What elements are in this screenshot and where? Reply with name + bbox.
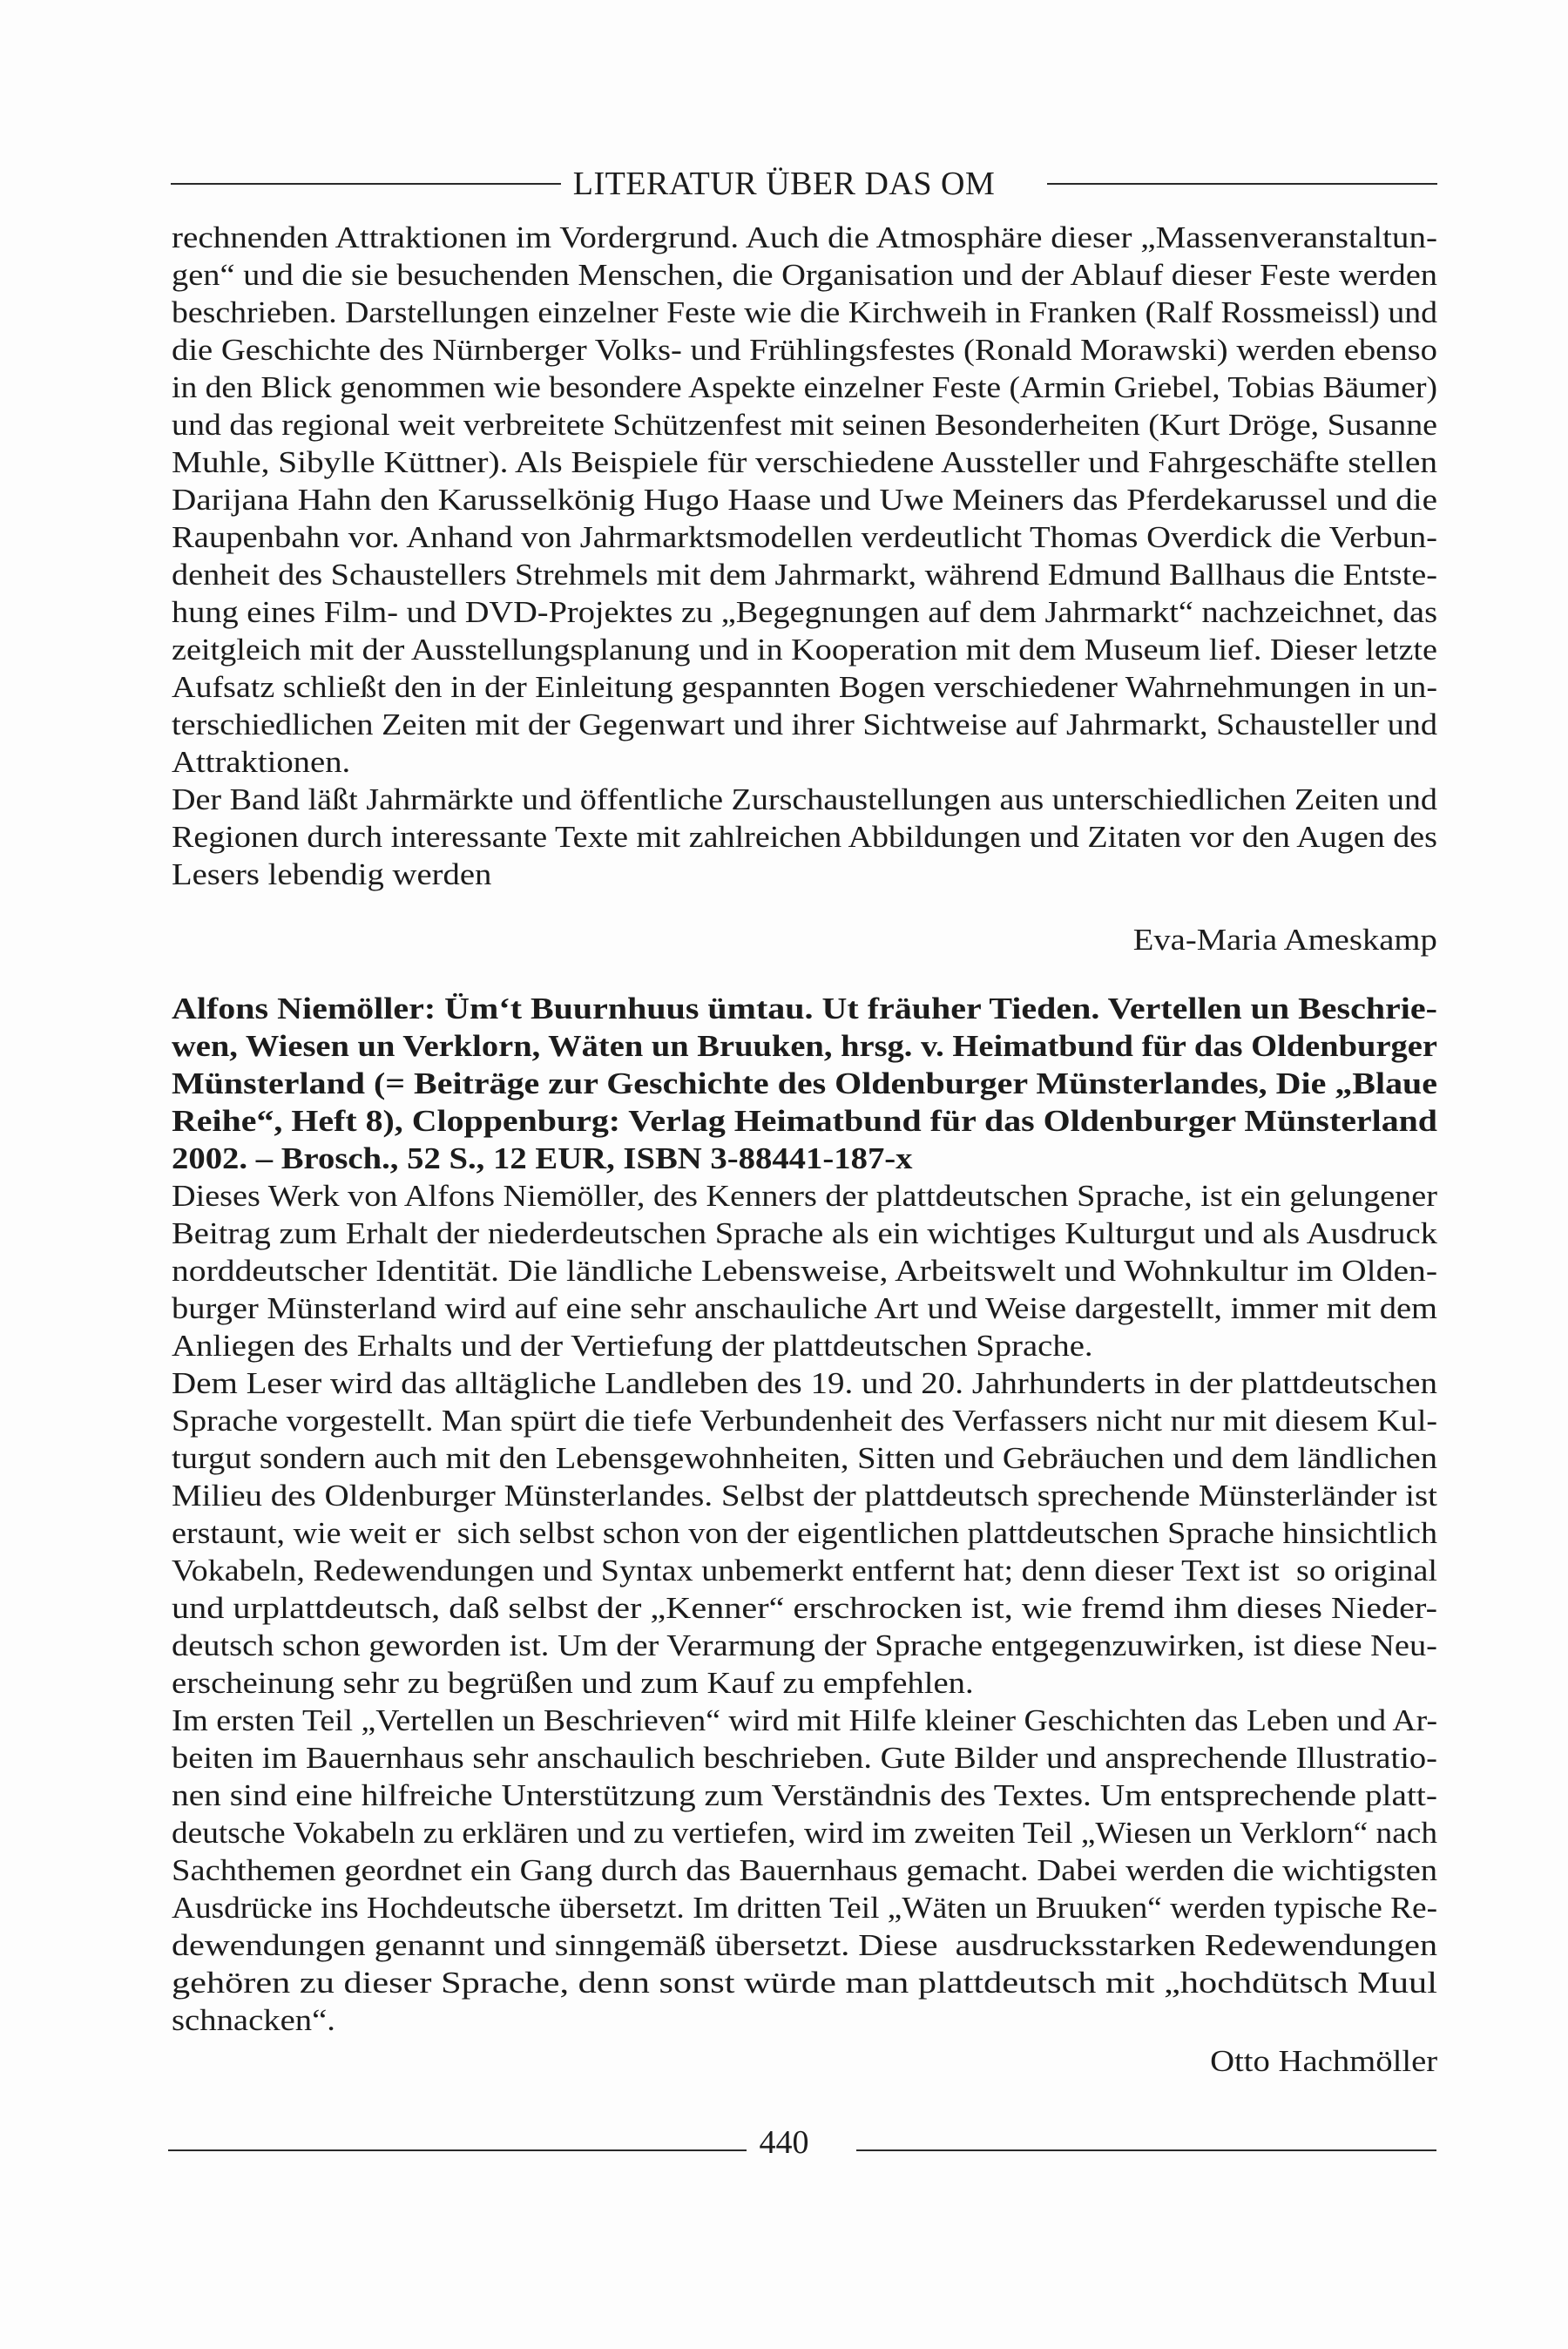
review1-text-line: gen“ und die sie besuchenden Menschen, die Organisation und der Ablauf dieser Feste werden [172,258,1437,292]
review2-text-line: Dem Leser wird das alltägliche Landleben des 19. und 20. Jahrhunderts in der plattdeutschen [172,1366,1438,1400]
review2-text-line: turgut sondern auch mit den Lebensgewohnheiten, Sitten und Gebräuchen und dem ländlichen [172,1441,1437,1475]
header-rule-right [1047,183,1437,185]
review2-text-line: Ausdrücke ins Hochdeutsche übersetzt. Im dritten Teil „Wäten un Bruuken“ werden typische Re- [172,1891,1437,1925]
review1-text-line: in den Blick genommen wie besondere Aspekte einzelner Feste (Armin Griebel, Tobias Bäumer) [172,370,1437,404]
review1-text-line: Darijana Hahn den Karusselkönig Hugo Haase und Uwe Meiners das Pferdekarussel und die [172,483,1438,517]
review2-text-line: burger Münsterland wird auf eine sehr anschauliche Art und Weise dargestellt, immer mit dem [172,1291,1437,1325]
review1-text-line: Regionen durch interessante Texte mit zahlreichen Abbildungen und Zitaten vor den Augen des [172,820,1438,854]
review2-text-line: beiten im Bauernhaus sehr anschaulich beschrieben. Gute Bilder und ansprechende Illustratio- [172,1741,1438,1775]
review1-text-line: Attraktionen. [172,745,351,779]
review2-text-line: schnacken“. [172,2003,335,2037]
review1-text-line: hung eines Film- und DVD-Projektes zu „Begegnungen auf dem Jahrmarkt“ nachzeichnet, das [172,595,1437,629]
review2-bibliographic-heading-line: wen, Wiesen un Verklorn, Wäten un Bruuken, hrsg. v. Heimatbund für das Oldenburger [172,1029,1437,1063]
footer-rule-right [856,2149,1436,2151]
review2-text-line: erscheinung sehr zu begrüßen und zum Kauf zu empfehlen. [172,1666,974,1700]
review2-text-line: und urplattdeutsch, daß selbst der „Kenner“ erschrocken ist, wie fremd ihm dieses Nieder- [172,1591,1437,1625]
review2-signature: Otto Hachmöller [1209,2044,1437,2078]
review2-text-line: Dieses Werk von Alfons Niemöller, des Kenners der plattdeutschen Sprache, ist ein gelungener [172,1179,1438,1213]
review2-text-line: Sprache vorgestellt. Man spürt die tiefe Verbundenheit des Verfassers nicht nur mit diesem Kul- [172,1404,1437,1438]
review2-text-line: gehören zu dieser Sprache, denn sonst würde man plattdeutsch mit „hochdütsch Muul [172,1966,1437,2000]
review1-text-line: Lesers lebendig werden [172,857,492,891]
page-number: 440 [759,2124,809,2161]
review1-text-line: Der Band läßt Jahrmärkte und öffentliche Zurschaustellungen aus unterschiedlichen Zeiten und [172,782,1437,816]
review2-text-line: Anliegen des Erhalts und der Vertiefung der plattdeutschen Sprache. [172,1329,1093,1363]
review1-text-line: und das regional weit verbreitete Schützenfest mit seinen Besonderheiten (Kurt Dröge, Susanne [172,408,1438,442]
review2-text-line: Sachthemen geordnet ein Gang durch das Bauernhaus gemacht. Dabei werden die wichtigsten [172,1853,1437,1887]
review2-text-line: norddeutscher Identität. Die ländliche Lebensweise, Arbeitswelt und Wohnkultur im Olden- [172,1254,1438,1288]
review1-text-line: zeitgleich mit der Ausstellungsplanung und in Kooperation mit dem Museum lief. Dieser letzte [172,633,1437,667]
review2-text-line: Beitrag zum Erhalt der niederdeutschen Sprache als ein wichtiges Kulturgut und als Ausdruck [172,1216,1437,1250]
review2-bibliographic-heading-line: 2002. – Brosch., 52 S., 12 EUR, ISBN 3-88441-187-x [172,1141,913,1175]
review2-text-line: deutsch schon geworden ist. Um der Verarmung der Sprache entgegenzuwirken, ist diese Neu- [172,1628,1437,1662]
review2-bibliographic-heading-line: Reihe“, Heft 8), Cloppenburg: Verlag Heimatbund für das Oldenburger Münsterland [172,1104,1437,1138]
review1-text-line: Aufsatz schließt den in der Einleitung gespannten Bogen verschiedener Wahrnehmungen in un- [172,670,1437,704]
review1-text-line: rechnenden Attraktionen im Vordergrund. Auch die Atmosphäre dieser „Massenveranstaltun- [172,220,1437,254]
review2-text-line: Im ersten Teil „Vertellen un Beschrieven“ wird mit Hilfe kleiner Geschichten das Leben und Ar- [172,1703,1437,1737]
review2-text-line: deutsche Vokabeln zu erklären und zu vertiefen, wird im zweiten Teil „Wiesen un Verklorn“ nach [172,1816,1437,1850]
review1-signature: Eva-Maria Ameskamp [1132,923,1437,957]
review2-text-line: erstaunt, wie weit er sich selbst schon von der eigentlichen plattdeutschen Sprache hinsichtlich [172,1516,1437,1550]
review2-bibliographic-heading-line: Münsterland (= Beiträge zur Geschichte des Oldenburger Münsterlandes, Die „Blaue [172,1066,1437,1100]
review2-bibliographic-heading-line: Alfons Niemöller: Üm‘t Buurnhuus ümtau. Ut fräuher Tieden. Vertellen un Beschrie- [172,992,1437,1026]
review1-text-line: Raupenbahn vor. Anhand von Jahrmarktsmodellen verdeutlicht Thomas Overdick die Verbun- [172,520,1437,554]
review1-text-line: die Geschichte des Nürnberger Volks- und Frühlingsfestes (Ronald Morawski) werden ebenso [172,333,1437,367]
review2-text-line: nen sind eine hilfreiche Unterstützung zum Verständnis des Textes. Um entsprechende platt- [172,1778,1437,1812]
review2-text-line: Milieu des Oldenburger Münsterlandes. Selbst der plattdeutsch sprechende Münsterländer ist [172,1479,1438,1513]
review1-text-line: Muhle, Sibylle Küttner). Als Beispiele für verschiedene Aussteller und Fahrgeschäfte stellen [172,445,1437,479]
review1-text-line: terschiedlichen Zeiten mit der Gegenwart und ihrer Sichtweise auf Jahrmarkt, Schausteller und [172,707,1437,741]
review1-text-line: denheit des Schaustellers Strehmels mit dem Jahrmarkt, während Edmund Ballhaus die Entste- [172,558,1437,592]
review2-text-line: dewendungen genannt und sinngemäß übersetzt. Diese ausdrucksstarken Redewendungen [172,1928,1437,1962]
review2-text-line: Vokabeln, Redewendungen und Syntax unbemerkt entfernt hat; denn dieser Text ist so original [172,1554,1437,1587]
running-title-text: LITERATUR ÜBER DAS OM [572,166,996,202]
review1-text-line: beschrieben. Darstellungen einzelner Feste wie die Kirchweih in Franken (Ralf Rossmeissl) und [172,295,1437,329]
